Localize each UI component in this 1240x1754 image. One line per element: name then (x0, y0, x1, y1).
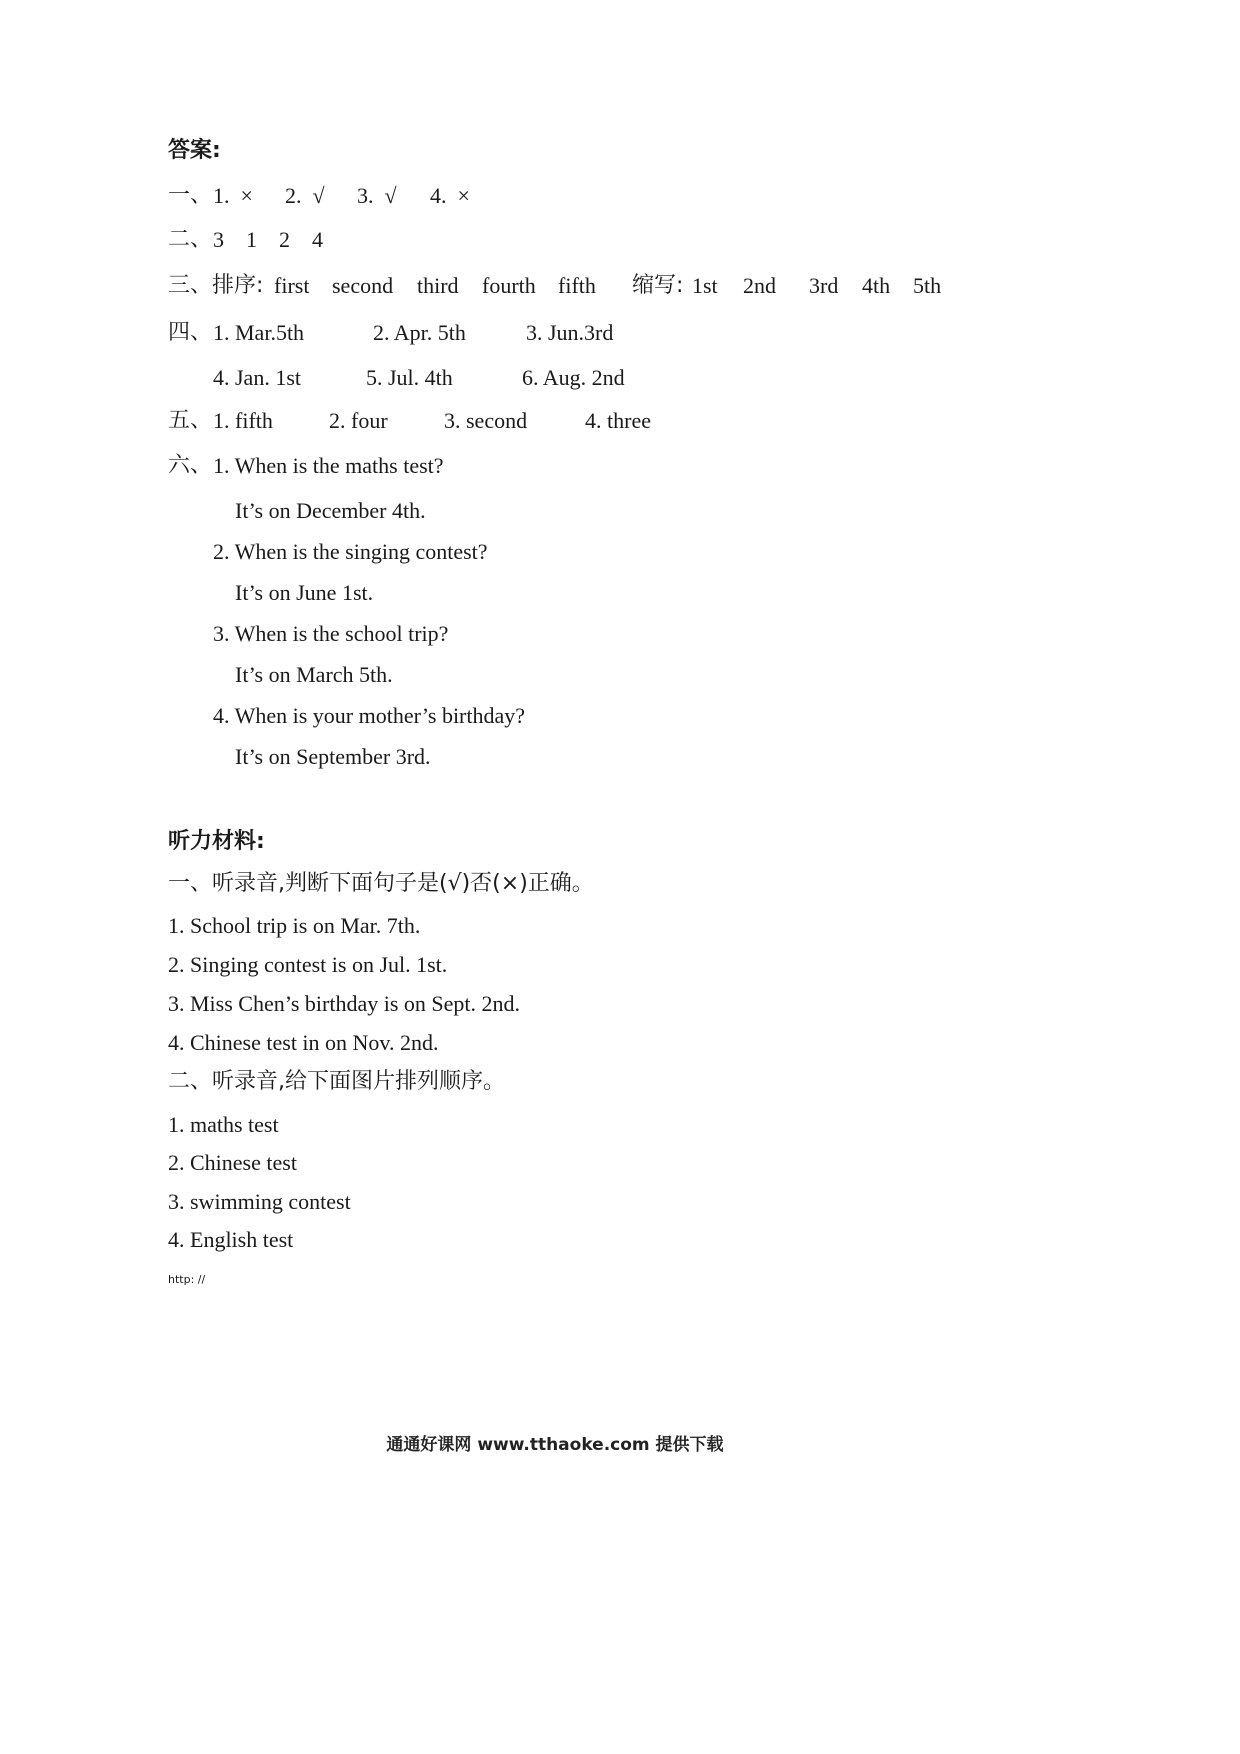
listening-item: 3. swimming contest (168, 1189, 351, 1214)
section-2-item: 1 (246, 227, 257, 252)
date-answer: 3. Jun.3rd (526, 320, 614, 345)
order-word: first (274, 273, 310, 298)
section-4-prefix: 四、 (168, 320, 213, 345)
abbr-word: 3rd (809, 273, 839, 298)
answer: It’s on December 4th. (235, 498, 426, 523)
order-word: second (332, 273, 394, 298)
section-3-prefix: 三、排序: (168, 273, 264, 298)
section-5-item: 2. four (329, 408, 388, 433)
section-1-prefix: 一、 (168, 183, 213, 208)
section-1-item: 4. × (430, 183, 470, 208)
section-2-item: 2 (279, 227, 290, 252)
listening-item: 1. School trip is on Mar. 7th. (168, 913, 421, 938)
order-word: fourth (482, 273, 536, 298)
section-1-item: 3. √ (357, 183, 397, 208)
listening-part-1-heading: 一、听录音,判断下面句子是(√)否(×)正确。 (168, 871, 594, 896)
section-2-prefix: 二、 (168, 227, 213, 252)
section-1-item: 1. × (213, 183, 253, 208)
footer-credit: 通通好课网 www.tthaoke.com 提供下载 (386, 1435, 724, 1455)
date-answer: 1. Mar.5th (213, 320, 305, 345)
listening-item: 3. Miss Chen’s birthday is on Sept. 2nd. (168, 991, 521, 1016)
listening-item: 1. maths test (168, 1112, 279, 1137)
section-2-item: 3 (213, 227, 224, 252)
answer: It’s on September 3rd. (235, 744, 431, 769)
question: 2. When is the singing contest? (213, 539, 488, 564)
section-6-prefix: 六、 (168, 453, 213, 478)
abbr-word: 2nd (743, 273, 776, 298)
abbr-word: 1st (692, 273, 718, 298)
abbr-label: 缩写: (632, 273, 684, 298)
section-1-item: 2. √ (285, 183, 325, 208)
section-5-item: 3. second (444, 408, 528, 433)
date-answer: 5. Jul. 4th (366, 365, 453, 390)
abbr-word: 5th (913, 273, 942, 298)
date-answer: 4. Jan. 1st (213, 365, 301, 390)
question: 1. When is the maths test? (213, 453, 444, 478)
listening-item: 4. English test (168, 1227, 294, 1252)
answer: It’s on June 1st. (235, 580, 374, 605)
listening-part-2-heading: 二、听录音,给下面图片排列顺序。 (168, 1069, 505, 1094)
listening-item: 2. Chinese test (168, 1150, 297, 1175)
section-5-item: 4. three (585, 408, 651, 433)
section-2-item: 4 (312, 227, 323, 252)
listening-title: 听力材料: (168, 829, 265, 854)
listening-item: 2. Singing contest is on Jul. 1st. (168, 952, 448, 977)
section-5-item: 1. fifth (213, 408, 273, 433)
date-answer: 6. Aug. 2nd (522, 365, 625, 390)
date-answer: 2. Apr. 5th (373, 320, 466, 345)
abbr-word: 4th (862, 273, 891, 298)
section-5-prefix: 五、 (168, 408, 213, 433)
order-word: third (417, 273, 459, 298)
order-word: fifth (558, 273, 596, 298)
question: 4. When is your mother’s birthday? (213, 703, 526, 728)
question: 3. When is the school trip? (213, 621, 449, 646)
listening-item: 4. Chinese test in on Nov. 2nd. (168, 1030, 439, 1055)
answer: It’s on March 5th. (235, 662, 393, 687)
url-fragment: http: // (168, 1273, 206, 1286)
answers-title: 答案: (168, 138, 221, 163)
